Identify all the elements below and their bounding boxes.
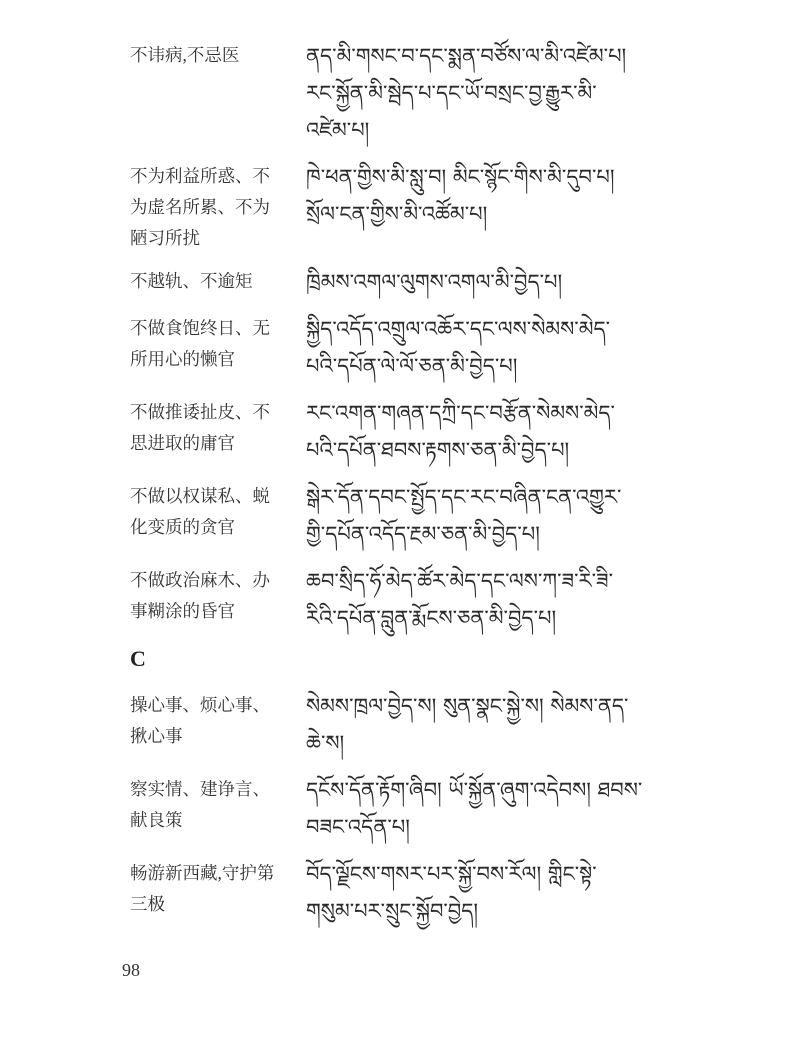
tibetan-translation: ཁྲིམས་འགལ་ལུགས་འགལ་མི་བྱེད་པ། [306,270,563,294]
glossary-entry [130,395,670,469]
tibetan-translation: བོད་ལྗོངས་གསར་པར་སྐྱོ་བས་རོལ། གླིང་སྟེ་ གསུམ་པར་སྲུང་སྐྱོབ་བྱེད། [306,862,597,923]
tibetan-translation: ཁེ་ཕན་གྱིས་མི་སླུ་བ། མིང་སྙོང་གིས་མི་དུབ་པ། སྲོལ་ངན་གྱིས་མི་འཚོམ་པ། [306,165,615,226]
tibetan-translation: ཆབ་སྲིད་ཧོ་མེད་ཚོར་མེད་དང་ལས་ཀ་ཟ་རི་ཟི་ རིའི་དཔོན་བླུན་རྨོངས་ཅན་མི་བྱེད་པ། [306,569,613,630]
chinese-term: 操心事、烦心事、 揪心事 [130,695,270,746]
tibetan-translation: སྒེར་དོན་དབང་སྤྱོད་དང་རང་བཞིན་ངན་འགྱུར་ གྱི་དཔོན་འདོད་རྔམ་ཅན་མི་བྱེད་པ། [306,485,622,546]
chinese-term: 不越轨、不逾矩 [130,271,253,291]
glossary-entry [130,264,670,301]
tibetan-translation: དངོས་དོན་རྟོག་ཞིབ། ཡོ་སྐྱོན་ཞུག་འདེབས། ཐབས་ བཟང་འདོན་པ། [306,778,643,839]
glossary-entry [130,856,670,930]
glossary-entry [130,38,670,149]
tibetan-translation: ནད་མི་གསང་བ་དང་སྨན་བཙོས་ལ་མི་འཛེམ་པ། རང་སྐྱོན་མི་སྦེད་པ་དང་ཡོ་བསྲང་བྱ་རྒྱུར་མི་ འཛེམ་པ། [306,44,627,142]
glossary-entry [130,688,670,762]
glossary-section-c [130,688,670,940]
chinese-term: 不做以权谋私、蜕 化变质的贪官 [130,486,270,537]
page-number: 98 [122,960,140,980]
chinese-term: 不讳病,不忌医 [130,45,240,65]
glossary-entry [130,159,670,254]
glossary-entry [130,479,670,553]
tibetan-translation: རང་འགན་གཞན་དཀྲི་དང་བརྩོན་སེམས་མེད་ པའི་དཔོན་ཐབས་རྟགས་ཅན་མི་བྱེད་པ། [306,401,615,462]
glossary-entry [130,563,670,637]
section-heading-letter: C [130,646,146,671]
glossary-section-b [130,38,670,647]
chinese-term: 不做政治麻木、办 事糊涂的昏官 [130,570,270,621]
glossary-entry [130,772,670,846]
tibetan-translation: སེམས་ཁྲལ་བྱེད་ས། སུན་སྣང་སྐྱེ་ས། སེམས་ནད་ ཆེ་ས། [306,694,629,755]
chinese-term: 不为利益所惑、不 为虚名所累、不为 陋习所扰 [130,166,270,248]
tibetan-translation: སྐྱིད་འདོད་འགྲུལ་འཆོར་དང་ལས་སེམས་མེད་ པའི་དཔོན་ལེ་ལོ་ཅན་མི་བྱེད་པ། [306,317,611,378]
chinese-term: 察实情、建诤言、 献良策 [130,779,270,830]
glossary-entry [130,311,670,385]
chinese-term: 畅游新西藏,守护第 三极 [130,863,275,914]
chinese-term: 不做推诿扯皮、不 思进取的庸官 [130,402,270,453]
chinese-term: 不做食饱终日、无 所用心的懒官 [130,318,270,369]
